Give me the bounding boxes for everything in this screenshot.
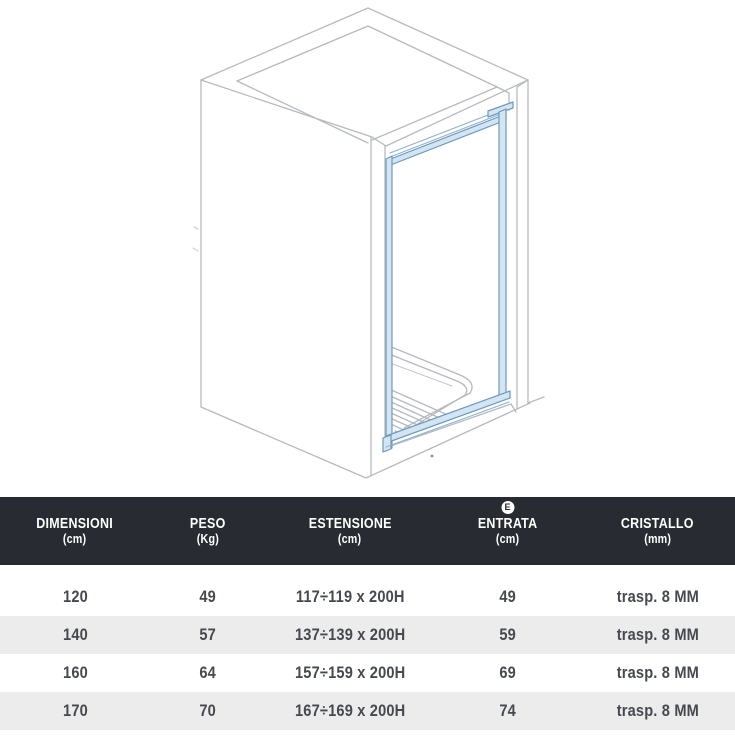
cell-estensione bbox=[265, 692, 435, 730]
cell-entrata bbox=[435, 692, 580, 730]
cell-peso bbox=[150, 654, 265, 692]
cell-cristallo bbox=[580, 654, 735, 692]
cell-cristallo bbox=[580, 616, 735, 654]
entrata-badge-icon: E bbox=[501, 501, 514, 514]
cell-estensione bbox=[265, 578, 435, 616]
cell-estensione bbox=[265, 616, 435, 654]
cell-value: 160 bbox=[62, 663, 88, 682]
cell-value: 74 bbox=[499, 701, 516, 720]
cell-entrata bbox=[435, 578, 580, 616]
cell-peso bbox=[150, 616, 265, 654]
cell-value: 49 bbox=[499, 587, 516, 606]
header-cell-cristallo bbox=[580, 497, 735, 565]
cell-value: 167÷169 x 200H bbox=[294, 701, 406, 720]
cell-value: 170 bbox=[62, 701, 88, 720]
table-row bbox=[0, 578, 735, 616]
cell-value: 59 bbox=[499, 625, 516, 644]
cell-value: 140 bbox=[62, 625, 88, 644]
header-cell-estensione bbox=[265, 497, 435, 565]
cell-peso bbox=[150, 692, 265, 730]
cell-dimensioni bbox=[0, 654, 150, 692]
column-label: DIMENSIONI bbox=[36, 515, 114, 532]
cell-value: 70 bbox=[199, 701, 216, 720]
cell-estensione bbox=[265, 654, 435, 692]
cell-dimensioni bbox=[0, 578, 150, 616]
cell-value: trasp. 8 MM bbox=[616, 663, 699, 682]
column-unit: (cm) bbox=[338, 532, 362, 547]
cell-value: 49 bbox=[199, 587, 216, 606]
column-label: ESTENSIONE bbox=[308, 515, 392, 532]
cell-value: 117÷119 x 200H bbox=[295, 587, 405, 606]
cell-entrata bbox=[435, 616, 580, 654]
cell-cristallo bbox=[580, 578, 735, 616]
cell-dimensioni bbox=[0, 616, 150, 654]
column-unit: (cm) bbox=[63, 532, 87, 547]
cell-peso bbox=[150, 578, 265, 616]
cell-dimensioni bbox=[0, 692, 150, 730]
floor-dot bbox=[431, 455, 434, 458]
cell-value: 137÷139 x 200H bbox=[294, 625, 406, 644]
cell-value: trasp. 8 MM bbox=[616, 587, 699, 606]
table-row bbox=[0, 692, 735, 730]
column-label: ENTRATA bbox=[477, 515, 538, 532]
cell-value: trasp. 8 MM bbox=[616, 701, 699, 720]
header-cell-entrata bbox=[435, 497, 580, 565]
cell-cristallo bbox=[580, 692, 735, 730]
column-unit: (Kg) bbox=[196, 532, 219, 547]
column-label: PESO bbox=[189, 515, 226, 532]
column-label: CRISTALLO bbox=[621, 515, 694, 532]
header-cell-dimensioni bbox=[0, 497, 150, 565]
column-unit: (cm) bbox=[495, 532, 520, 547]
table-header-row bbox=[0, 497, 735, 565]
table-body bbox=[0, 578, 735, 730]
cell-value: 69 bbox=[499, 663, 516, 682]
walls-outline bbox=[193, 8, 544, 478]
door-frame-profiles bbox=[383, 102, 513, 452]
header-cell-peso bbox=[150, 497, 265, 565]
cell-value: 57 bbox=[199, 625, 216, 644]
cell-value: 157÷159 x 200H bbox=[294, 663, 406, 682]
cell-entrata bbox=[435, 654, 580, 692]
cell-value: trasp. 8 MM bbox=[616, 625, 699, 644]
cell-value: 120 bbox=[62, 587, 88, 606]
table-row bbox=[0, 654, 735, 692]
cell-value: 64 bbox=[199, 663, 216, 682]
column-unit: (mm) bbox=[644, 532, 671, 547]
table-row bbox=[0, 616, 735, 654]
spec-table bbox=[0, 497, 735, 730]
